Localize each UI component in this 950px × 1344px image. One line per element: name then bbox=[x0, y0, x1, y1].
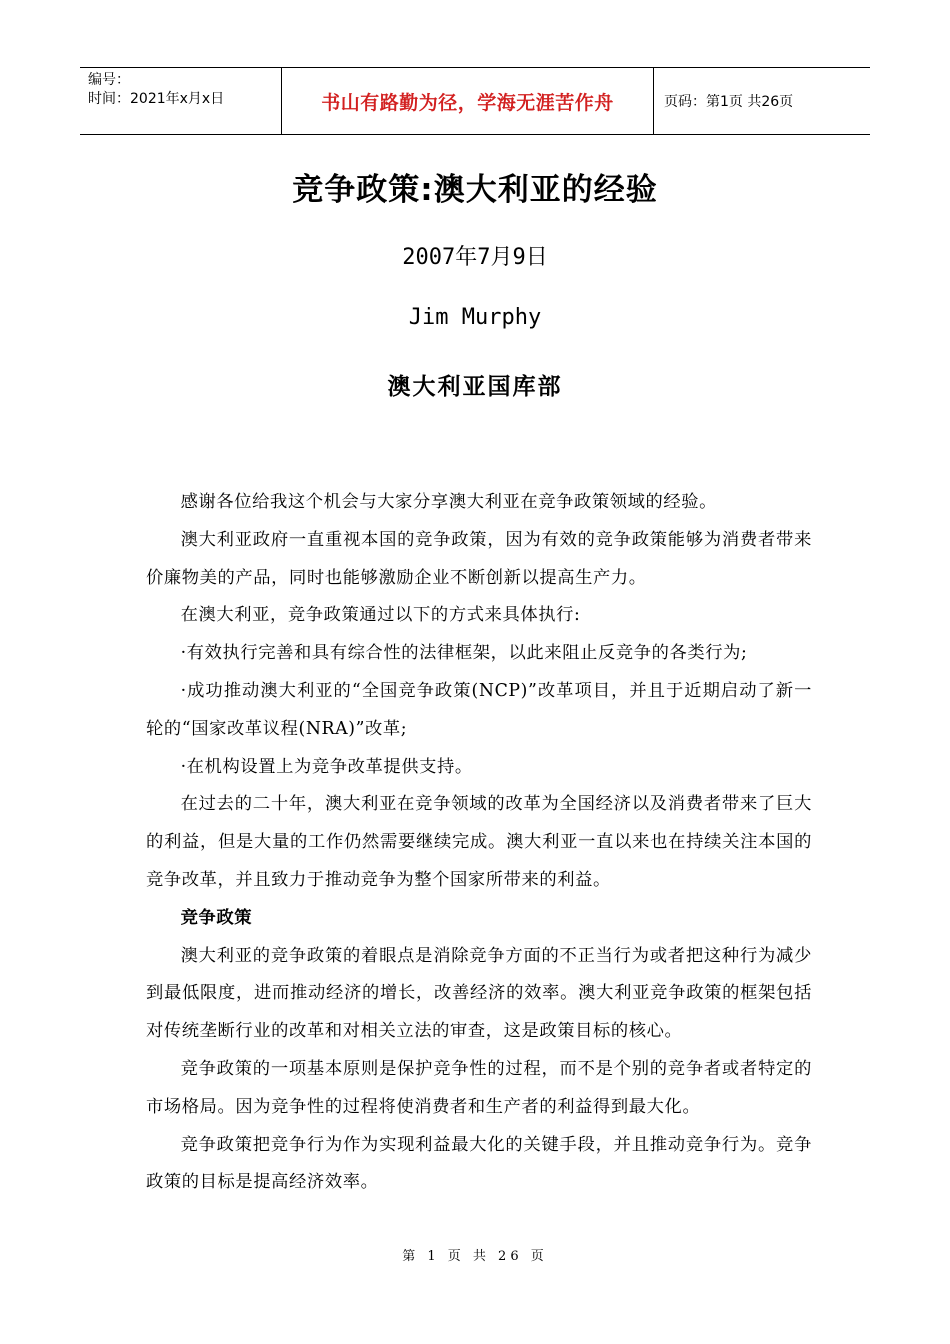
header-meta bbox=[80, 68, 282, 134]
document-author: Jim Murphy bbox=[408, 305, 542, 330]
document-body bbox=[146, 484, 812, 1202]
paragraph: 感谢各位给我这个机会与大家分享澳大利亚在竞争政策领域的经验。 bbox=[180, 492, 718, 512]
paragraph: 竞争政策把竞争行为作为实现利益最大化的关键手段，并且推动竞争行为。竞争政策的目标是提高经济效率。 bbox=[146, 1134, 812, 1193]
paragraph: 澳大利亚的竞争政策的着眼点是消除竞争方面的不正当行为或者把这种行为减少到最低限度，进而推动经济的增长，改善经济的效率。澳大利亚竞争政策的框架包括对传统垄断行业的改革和对相关立法的审查，这是政策目标的核心。 bbox=[146, 945, 812, 1042]
paragraph: 在过去的二十年，澳大利亚在竞争领域的改革为全国经济以及消费者带来了巨大的利益，但是大量的工作仍然需要继续完成。澳大利亚一直以来也在持续关注本国的竞争改革，并且致力于推动竞争为整个国家所带来的利益。 bbox=[146, 794, 812, 890]
document-date: 2007年7月9日 bbox=[402, 245, 548, 270]
number-label: 编号： bbox=[88, 72, 130, 88]
paragraph: 澳大利亚政府一直重视本国的竞争政策，因为有效的竞争政策能够为消费者带来价廉物美的产品，同时也能够激励企业不断创新以提高生产力。 bbox=[146, 529, 812, 588]
page-header bbox=[80, 67, 870, 135]
paragraph: 在澳大利亚，竞争政策通过以下的方式来具体执行: bbox=[180, 605, 581, 626]
time-label: 时间：2021年x月x日 bbox=[88, 91, 225, 107]
paragraph: 竞争政策的一项基本原则是保护竞争性的过程，而不是个别的竞争者或者特定的市场格局。因为竞争性的过程将使消费者和生产者的利益得到最大化。 bbox=[146, 1058, 812, 1117]
header-motto: 书山有路勤为径，学海无涯苦作舟 bbox=[282, 68, 654, 134]
bullet-item: ·成功推动澳大利亚的“全国竞争政策(NCP)”改革项目，并且于近期启动了新一轮的“国家改革议程(NRA)”改革; bbox=[146, 680, 812, 739]
document-title: 竞争政策:澳大利亚的经验 bbox=[292, 172, 658, 208]
document-organization: 澳大利亚国库部 bbox=[387, 374, 563, 400]
bullet-item: ·在机构设置上为竞争改革提供支持。 bbox=[180, 756, 473, 777]
bullet-item: ·有效执行完善和具有综合性的法律框架，以此来阻止反竞争的各类行为; bbox=[180, 643, 748, 664]
page-footer: 第 1 页 共 26 页 bbox=[402, 1249, 548, 1264]
section-heading: 竞争政策 bbox=[180, 907, 253, 928]
header-page-info: 页码：第1页 共26页 bbox=[664, 94, 794, 110]
